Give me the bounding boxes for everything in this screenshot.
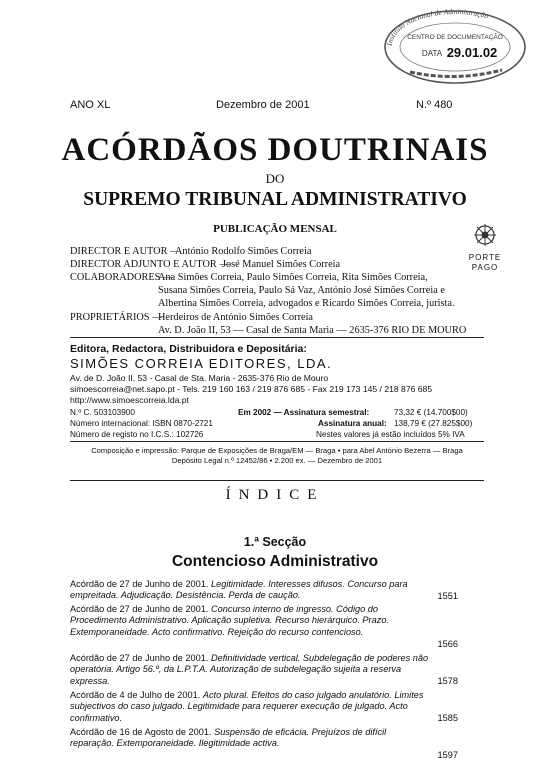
svg-text:Instituto Nacional de Administ: [385, 7, 490, 47]
composicao: [70, 446, 484, 466]
composicao-line: Depósito Legal n.º 12452/86 • 2.200 ex. — Dezembro de 2001: [171, 456, 383, 465]
entry-page: 1566: [437, 639, 458, 649]
prop-line: Av. D. João II, 53 — Casal de Santa Maria — 2635-376 RIO DE MOURO: [158, 325, 467, 336]
section-title: Contencioso Administrativo: [171, 553, 379, 570]
publication-frequency: PUBLICAÇÃO MENSAL: [213, 223, 337, 235]
colab-line: Susana Simões Correia, Paulo Sá Vaz, António José Simões Correia e: [158, 285, 445, 296]
divider: [70, 480, 484, 481]
stamp-data-label: DATA: [421, 49, 443, 58]
issue-number: N.º 480: [416, 99, 453, 111]
editora-web[interactable]: http://www.simoescorreia.lda.pt: [70, 395, 189, 405]
entry-summary: Definitividade vertical. Subdelegação de poderes não operatória. Artigo 56.º, da L.P.T.A. Autorização de subdelegação sujeita a reserva expressa.: [70, 653, 429, 686]
entry-page: 1585: [437, 713, 458, 723]
issue-date: Dezembro de 2001: [216, 99, 310, 111]
info-issn: Número internacional: ISBN 0870-2721: [70, 419, 213, 428]
adjunto-role: DIRECTOR ADJUNTO E AUTOR —: [70, 259, 230, 270]
director-name: António Rodolfo Simões Correia: [175, 246, 312, 257]
entry-lead: Acórdão de 27 de Junho de 2001.: [70, 653, 209, 663]
entry-page: 1597: [437, 750, 458, 760]
index-entry[interactable]: [70, 604, 430, 638]
entry-lead: Acórdão de 16 de Agosto de 2001.: [70, 727, 212, 737]
sem-value: 73,32 € (14.700$00): [394, 408, 468, 417]
index-entry[interactable]: [70, 690, 430, 724]
pago-label: PAGO: [471, 263, 499, 272]
entry-summary: Legitimidade. Interesses difusos. Concurso para empreitada. Adjudicação. Desistência. Perda de caução.: [70, 579, 408, 601]
director-role: DIRECTOR E AUTOR —: [70, 246, 181, 257]
entry-summary: Acto plural. Efeitos do caso julgado anulatório. Limites subjectivos do caso julgado. Legitimidade para requerer execução de julgado. Acto confirmativo.: [70, 690, 424, 723]
entry-page: 1551: [437, 591, 458, 601]
entry-summary: Suspensão de eficácia. Prejuízos de difícil reparação. Extemporaneidade. Ilegitimidade activa.: [70, 727, 387, 749]
anual-label: Assinatura anual:: [318, 419, 387, 428]
entry-lead: Acórdão de 4 de Julho de 2001.: [70, 690, 201, 700]
archive-stamp: [380, 6, 530, 88]
entry-lead: Acórdão de 27 de Junho de 2001.: [70, 579, 209, 589]
porte-pago-mark: [455, 222, 515, 273]
editora-name: SIMÕES CORREIA EDITORES, LDA.: [70, 356, 333, 371]
index-entry[interactable]: [70, 727, 430, 750]
publication-subtitle: SUPREMO TRIBUNAL ADMINISTRATIVO: [83, 189, 467, 210]
prop-line: Herdeiros de António Simões Correia: [158, 312, 313, 323]
index-heading: ÍNDICE: [225, 487, 325, 503]
adjunto-name: José Manuel Simões Correia: [222, 259, 341, 270]
section-number: 1.ª Secção: [243, 535, 307, 549]
colab-role: COLABORADORES —: [70, 272, 174, 283]
editora-address: Av. de D. João II, 53 - Casal de Sta. Maria - 2635-376 Rio de Mouro: [70, 373, 329, 383]
anual-value: 138,79 € (27.825$00): [394, 419, 473, 428]
prop-role: PROPRIETÁRIOS —: [70, 312, 163, 323]
colab-line: Ana Simões Correia, Paulo Simões Correia, Rita Simões Correia,: [158, 272, 428, 283]
colab-line: Albertina Simões Correia, advogados e Ricardo Simões Correia, jurista.: [158, 298, 455, 309]
volume-label: ANO XL: [70, 99, 111, 111]
index-entry[interactable]: [70, 653, 430, 687]
entry-lead: Acórdão de 27 de Junho de 2001.: [70, 604, 209, 614]
divider: [70, 441, 484, 442]
iva-note: Nestes valores já estão incluídos 5% IVA: [316, 430, 465, 439]
crest-icon: [470, 222, 500, 248]
publication-title: ACÓRDÃOS DOUTRINAIS: [61, 132, 489, 168]
stamp-date: 29.01.02: [446, 45, 498, 60]
info-registo: Número de registo no I.C.S.: 102726: [70, 430, 204, 439]
entry-page: 1578: [437, 676, 458, 686]
info-nc: N.º C. 503103900: [70, 408, 135, 417]
title-connector: DO: [265, 171, 285, 186]
editora-contacts: simoescorreia@net.sapo.pt - Tels. 219 160 163 / 219 876 685 - Fax 219 173 145 / 218 876 685: [70, 384, 433, 394]
sem-label: Em 2002 — Assinatura semestral:: [238, 408, 370, 417]
entry-summary: Concurso interno de ingresso. Código do Procedimento Administrativo. Aplicação supletiva. Recurso hierárquico. Prazo. Extemporaneidade. Acto confirmativo. Rejeição do recurso contencioso.: [70, 604, 389, 637]
stamp-centro: CENTRO DE DOCUMENTAÇÃO: [407, 34, 503, 41]
index-entry[interactable]: [70, 579, 430, 602]
divider: [70, 337, 484, 338]
stamp-ring-text: Instituto Nacional de Administração: [384, 6, 490, 47]
composicao-line: Composição e impressão: Parque de Exposições de Braga/EM — Braga • para Abel António Bezerra — Braga: [91, 446, 463, 455]
editora-heading: Editora, Redactora, Distribuidora e Depositária:: [70, 343, 307, 355]
porte-label: PORTE: [468, 253, 502, 262]
